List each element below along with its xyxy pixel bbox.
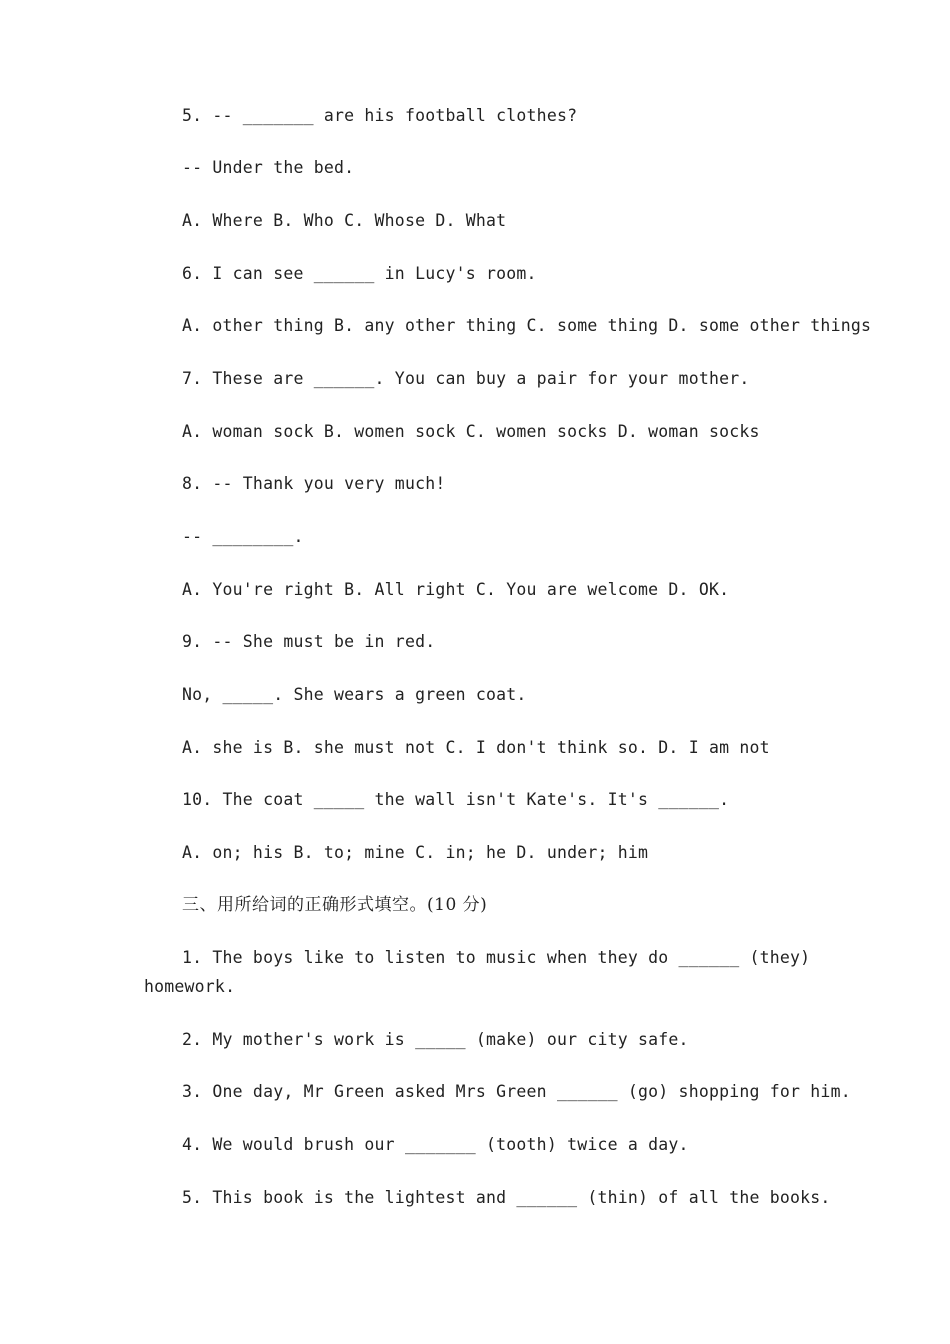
- question-7-options: A. woman sock B. women sock C. women socks D. woman socks: [182, 422, 760, 441]
- section-3-heading: 三、用所给词的正确形式填空。(10 分): [182, 895, 488, 915]
- question-10-options: A. on; his B. to; mine C. in; he D. under; him: [182, 843, 649, 862]
- question-5-options: A. Where B. Who C. Whose D. What: [182, 211, 507, 230]
- fill-item-3: 3. One day, Mr Green asked Mrs Green ______ (go) shopping for him.: [182, 1082, 851, 1101]
- question-5: 5. -- _______ are his football clothes?: [182, 106, 578, 125]
- fill-item-1-continued: homework.: [144, 977, 236, 996]
- question-7: 7. These are ______. You can buy a pair for your mother.: [182, 369, 750, 388]
- fill-item-2: 2. My mother's work is _____ (make) our city safe.: [182, 1030, 689, 1049]
- question-9: 9. -- She must be in red.: [182, 632, 436, 651]
- fill-item-1: 1. The boys like to listen to music when they do ______ (they): [182, 948, 811, 967]
- fill-item-5: 5. This book is the lightest and ______ (thin) of all the books.: [182, 1188, 831, 1207]
- question-8: 8. -- Thank you very much!: [182, 474, 446, 493]
- question-9-reply: No, _____. She wears a green coat.: [182, 685, 527, 704]
- question-9-options: A. she is B. she must not C. I don't think so. D. I am not: [182, 738, 770, 757]
- question-10: 10. The coat _____ the wall isn't Kate's. It's ______.: [182, 790, 730, 809]
- question-5-reply: -- Under the bed.: [182, 158, 355, 177]
- question-8-options: A. You're right B. All right C. You are welcome D. OK.: [182, 580, 730, 599]
- fill-item-4: 4. We would brush our _______ (tooth) twice a day.: [182, 1135, 689, 1154]
- question-6: 6. I can see ______ in Lucy's room.: [182, 264, 537, 283]
- question-8-reply: -- ________.: [182, 527, 304, 546]
- question-6-options: A. other thing B. any other thing C. some thing D. some other things: [182, 316, 872, 335]
